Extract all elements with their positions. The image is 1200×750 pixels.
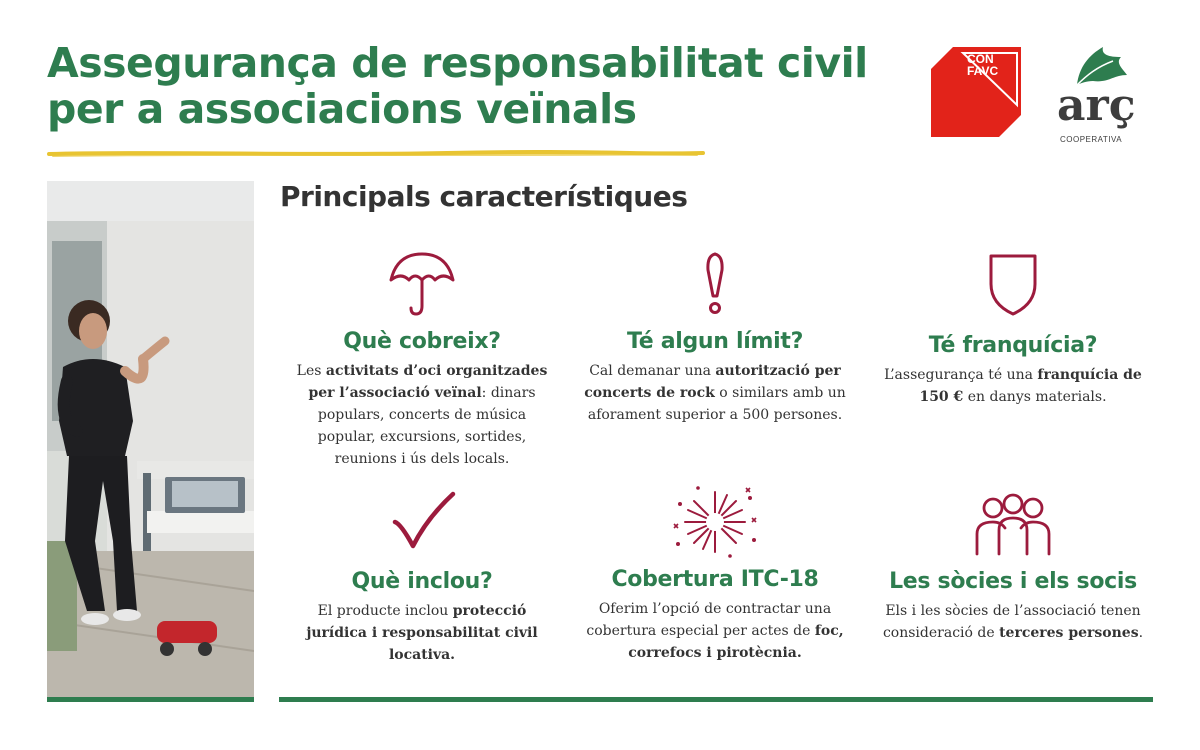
bottom-rule-right (279, 697, 1153, 702)
feature-title: Què inclou? (351, 569, 493, 594)
confavc-logo-text: CON FAVC (967, 52, 999, 78)
feature-description: El producte inclou protecció jurídica i responsabilitat civil locativa. (306, 603, 538, 663)
feature-card (580, 484, 850, 664)
section-subtitle: Principals característiques (280, 180, 688, 213)
feature-title: Té algun límit? (626, 329, 804, 354)
feature-card (580, 250, 850, 426)
feature-description: Cal demanar una autorització per concerts de rock o similars amb un aforament superior a 500 persones. (584, 363, 846, 423)
title-underline (47, 149, 705, 158)
feature-card (878, 490, 1148, 644)
title-line-1: Assegurança de responsabilitat civil (47, 39, 868, 87)
exclamation-icon (695, 250, 735, 318)
feature-description: Oferim l’opció de contractar una cobertura especial per actes de foc, correfocs i pirotècnia. (586, 601, 844, 661)
feature-title: Què cobreix? (343, 329, 501, 354)
confavc-logo (931, 47, 1021, 137)
page-title (47, 40, 867, 132)
feature-title: Cobertura ITC-18 (611, 567, 819, 592)
people-icon (971, 490, 1055, 556)
feature-description: Els i les sòcies de l’associació tenen consideració de terceres persones. (882, 603, 1144, 641)
arc-logo-word: arç (1057, 80, 1136, 131)
title-line-2: per a associacions veïnals (47, 85, 637, 133)
feature-description: Les activitats d’oci organitzades per l’associació veïnal: dinars populars, concerts de música popular, excursions, sortides, reunions i ús dels locals. (296, 363, 548, 467)
umbrella-icon (387, 250, 457, 318)
feature-card (878, 250, 1148, 408)
shield-icon (983, 250, 1043, 318)
feature-card (287, 250, 557, 470)
feature-title: Té franquícia? (928, 333, 1098, 358)
arc-logo (1055, 45, 1155, 150)
checkmark-icon (387, 488, 457, 554)
arc-logo-subtitle: COOPERATIVA (1060, 135, 1123, 144)
bottom-rule-left (47, 697, 254, 702)
speaker-photo (47, 181, 254, 701)
feature-description: L’assegurança té una franquícia de 150 € en danys materials. (884, 367, 1142, 405)
fireworks-icon (670, 484, 760, 560)
feature-card (287, 488, 557, 666)
feature-title: Les sòcies i els socis (889, 569, 1137, 594)
